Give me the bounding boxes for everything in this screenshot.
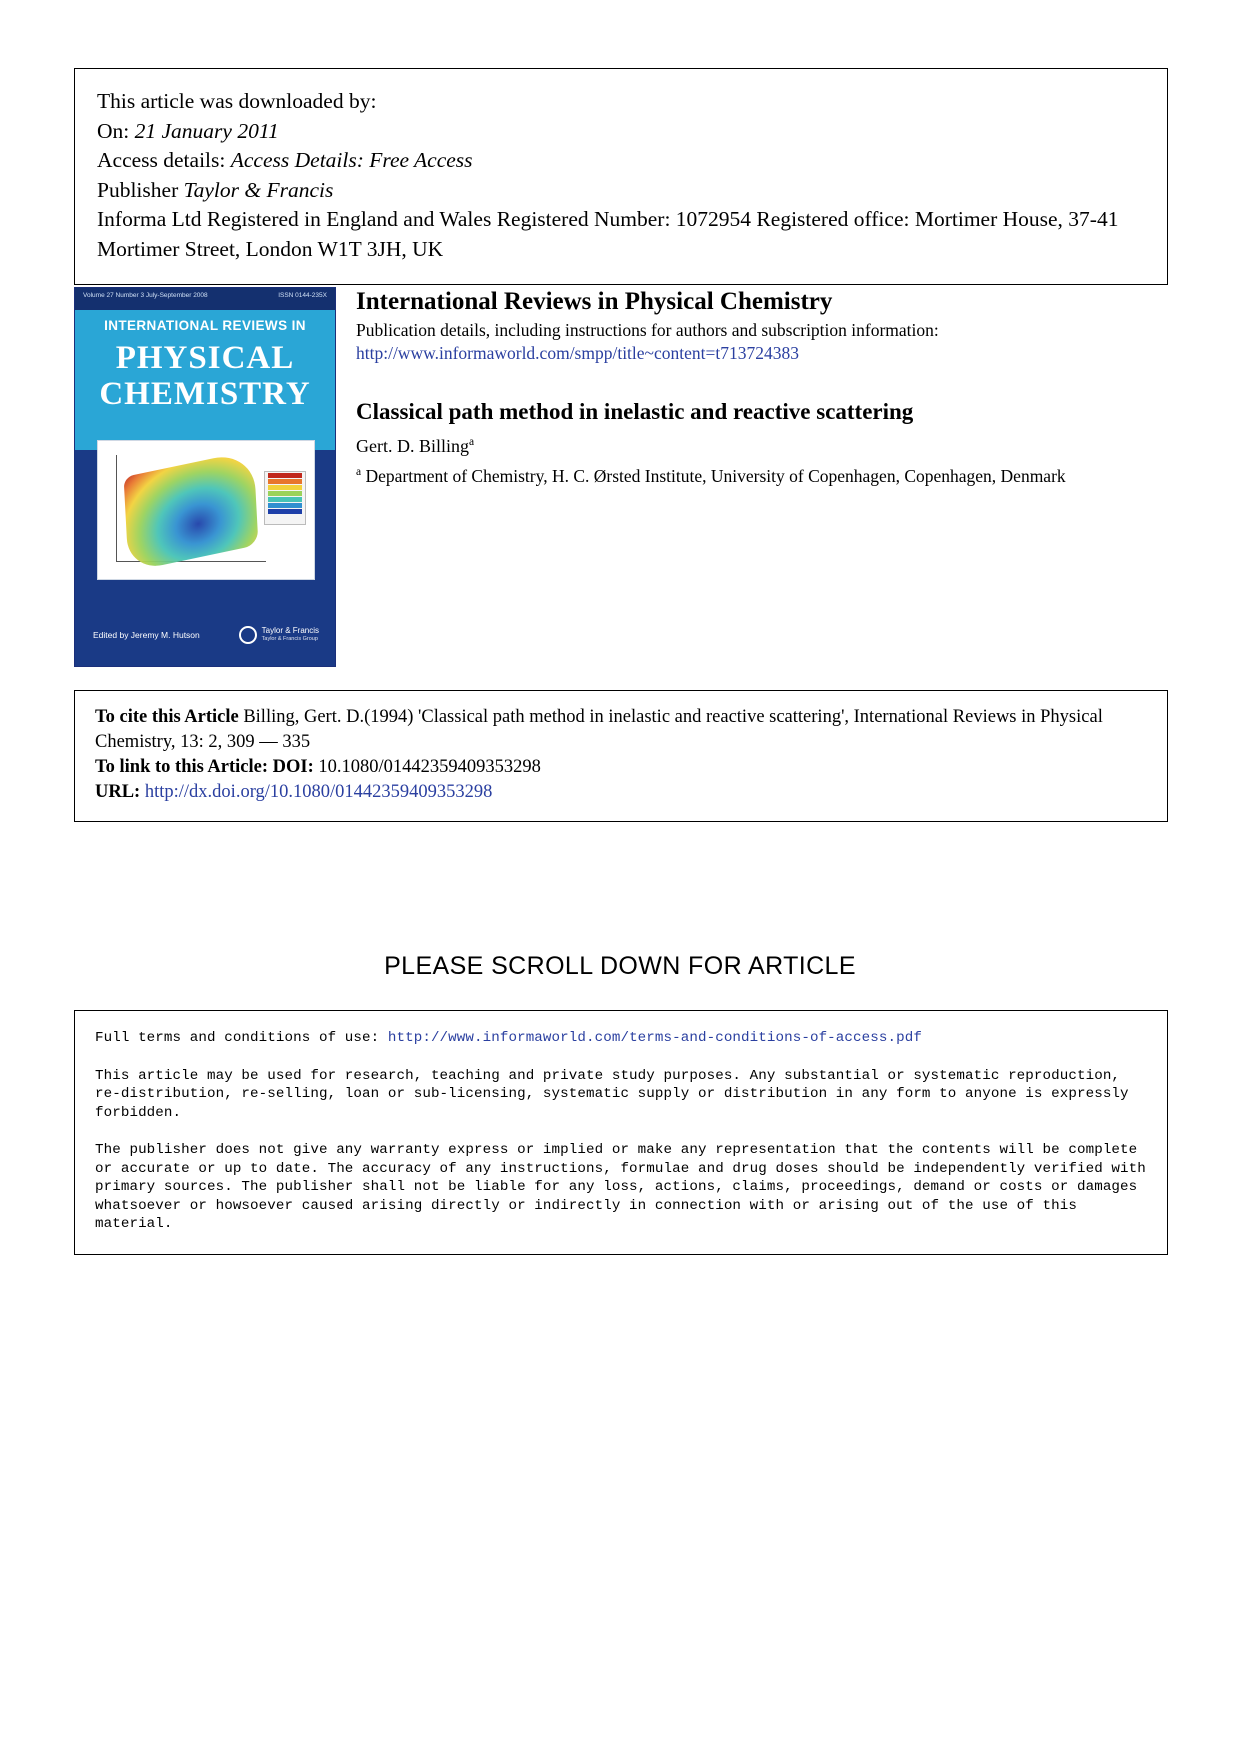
registration-line: Informa Ltd Registered in England and Wales Registered Number: 1072954 Registered office: Mortimer House, 37-41 Mortimer Street, London W1T 3JH, UK — [97, 207, 1119, 261]
terms-paragraph-usage: This article may be used for research, teaching and private study purposes. Any substantial or systematic reproduction, re-distribution, re-selling, loan or sub-licensing, systematic supply or distribution in any form to anyone is expressly forbidden. — [95, 1067, 1129, 1121]
download-date-line — [97, 117, 1145, 147]
access-details-value: Access Details: Free Access — [230, 148, 473, 172]
citation-box — [74, 690, 1168, 822]
access-details-line — [97, 146, 1145, 176]
publisher-label: Publisher — [97, 177, 184, 202]
cover-publisher-logo — [239, 626, 319, 644]
cover-figure — [97, 440, 315, 580]
cover-main-title-line1: PHYSICAL — [115, 340, 295, 376]
cover-issue-line — [83, 292, 327, 299]
terms-url-link[interactable]: http://www.informaworld.com/terms-and-conditions-of-access.pdf — [387, 1030, 922, 1046]
cover-series-title: INTERNATIONAL REVIEWS IN — [104, 318, 306, 333]
journal-info-block — [74, 287, 1168, 672]
legend-swatch — [268, 503, 302, 508]
publication-details-text: Publication details, including instructions for authors and subscription information: — [356, 320, 939, 340]
url-label: URL: — [95, 782, 145, 802]
legend-swatch — [268, 479, 302, 484]
article-url-line — [95, 780, 1147, 805]
doi-value: 10.1080/01442359409353298 — [313, 757, 541, 777]
cover-editor: Edited by Jeremy M. Hutson — [93, 630, 200, 640]
affiliation-marker: a — [356, 466, 362, 478]
terms-paragraph-warranty: The publisher does not give any warranty express or implied or make any representation that the contents will be complete or accurate or up to date. The accuracy of any instructions, formulae and drug doses should be independently verified with primary sources. The publisher shall not be liable for any loss, actions, claims, proceedings, demand or costs or damages whatsoever or howsoever caused arising directly or indirectly in connection with or arising out of the use of this material. — [95, 1142, 1146, 1232]
taylor-francis-circle-icon — [239, 626, 257, 644]
publisher-value: Taylor & Francis — [183, 177, 334, 202]
cover-figure-surface — [124, 450, 259, 572]
affiliation-text: Department of Chemistry, H. C. Ørsted Institute, University of Copenhagen, Copenhagen, Denmark — [361, 465, 1066, 486]
download-date-value: 21 January 2011 — [134, 118, 279, 143]
terms-and-conditions-box — [74, 1010, 1168, 1255]
affiliation-line — [356, 460, 1168, 488]
to-cite-text: Billing, Gert. D.(1994) 'Classical path method in inelastic and reactive scattering', International Reviews in Physical Chemistry, 13: 2, 309 — 335 — [95, 707, 1103, 752]
author-line — [356, 430, 1168, 458]
journal-cover-image — [74, 287, 336, 667]
to-cite-line — [95, 705, 1147, 755]
cover-main-title — [75, 340, 335, 412]
legend-swatch — [268, 509, 302, 514]
downloaded-by-line — [97, 87, 1145, 117]
article-doi-link[interactable]: http://dx.doi.org/10.1080/01442359409353298 — [144, 782, 493, 802]
cover-publisher-sub: Taylor & Francis Group — [261, 636, 318, 642]
legend-swatch — [268, 485, 302, 490]
legend-swatch — [268, 497, 302, 502]
downloaded-by-text: This article was downloaded by: — [97, 89, 377, 113]
publisher-line — [97, 176, 1145, 206]
download-info-box — [74, 68, 1168, 285]
journal-text-column — [356, 287, 1168, 488]
journal-url-link[interactable]: http://www.informaworld.com/smpp/title~content=t713724383 — [356, 343, 800, 363]
legend-swatch — [268, 473, 302, 478]
cover-figure-y-axis — [116, 455, 117, 561]
journal-title: International Reviews in Physical Chemistry — [356, 288, 833, 315]
journal-url-line — [356, 342, 1168, 365]
cover-publisher-name — [262, 626, 319, 644]
author-name: Gert. D. Billing — [356, 436, 469, 456]
full-terms-label: Full terms and conditions of use: — [95, 1030, 388, 1046]
cover-main-title-line2: CHEMISTRY — [99, 376, 311, 412]
access-details-label: Access details: — [97, 148, 231, 172]
download-date-label: On: — [97, 118, 135, 143]
cover-issn: ISSN 0144-235X — [278, 292, 327, 299]
scroll-down-notice: PLEASE SCROLL DOWN FOR ARTICLE — [384, 952, 856, 980]
author-affiliation-marker: a — [469, 436, 475, 448]
legend-swatch — [268, 491, 302, 496]
doi-label: To link to this Article: DOI: — [95, 757, 314, 777]
full-terms-line — [95, 1029, 1147, 1048]
doi-line — [95, 755, 1147, 780]
cover-figure-legend — [264, 471, 306, 525]
article-title: Classical path method in inelastic and reactive scattering — [356, 399, 914, 424]
cover-volume-info: Volume 27 Number 3 July-September 2008 — [83, 292, 208, 299]
cover-publisher-mark: Taylor & Francis — [261, 626, 319, 635]
to-cite-label: To cite this Article — [95, 707, 239, 727]
